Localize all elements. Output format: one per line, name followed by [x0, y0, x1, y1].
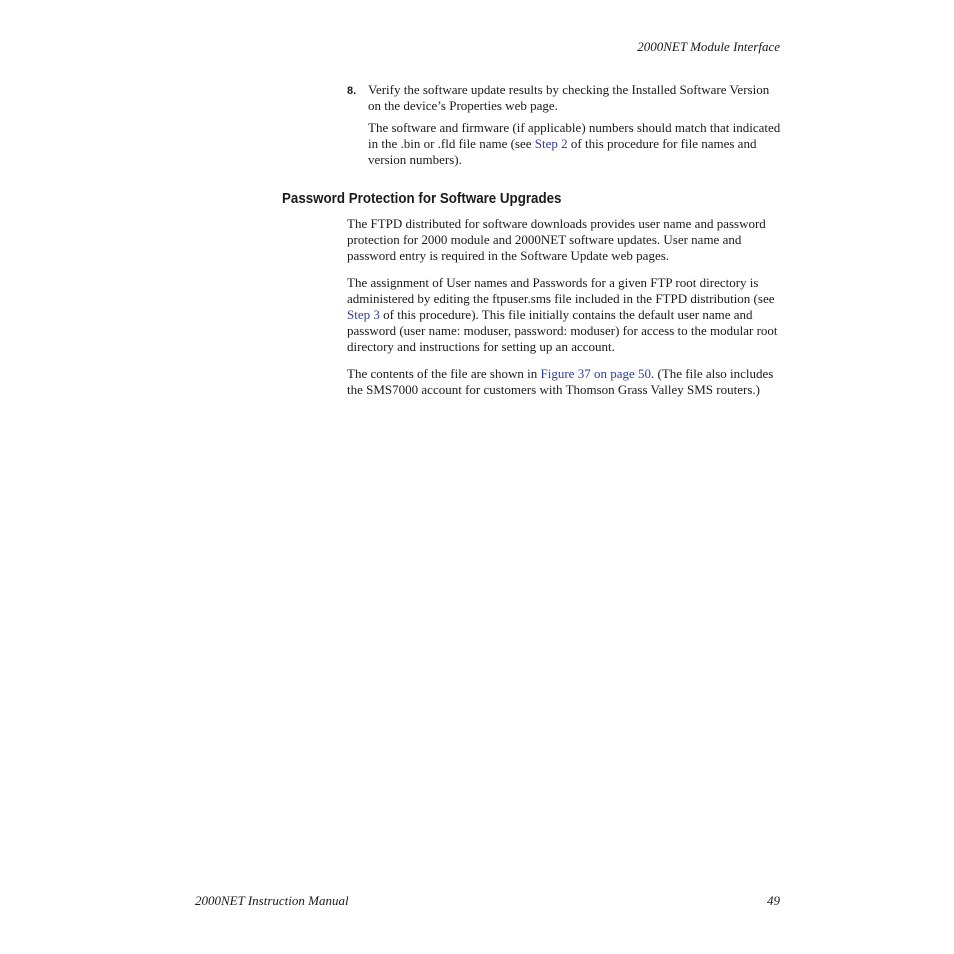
step-number: 8. — [347, 85, 357, 97]
section-heading: Password Protection for Software Upgrades — [282, 191, 562, 207]
step-note-text-end: of this procedure for file names and version numbers). — [368, 136, 757, 167]
step-3-link[interactable]: Step 3 — [347, 307, 380, 322]
paragraph-assignment-text-end: of this procedure). This file initially contains the default user name and password (user name: moduser, password: moduser) for access to the modular root directory and instructions for setting up an account. — [347, 307, 778, 354]
paragraph-ftpd: The FTPD distributed for software downloads provides user name and password protection for 2000 module and 2000NET software updates. User name and password entry is required in the Software Update web pages. — [347, 216, 766, 263]
paragraph-contents-text: The contents of the file are shown in — [347, 366, 541, 381]
page-number: 49 — [767, 893, 780, 908]
step-instruction: Verify the software update results by checking the Installed Software Version on the device’s Properties web page. — [368, 82, 770, 113]
step-text — [368, 82, 783, 168]
step-2-link[interactable]: Step 2 — [534, 136, 568, 151]
footer-manual-title: 2000NET Instruction Manual — [195, 893, 349, 908]
section-body — [347, 216, 783, 409]
figure-37-link[interactable]: Figure 37 on page 50 — [540, 366, 651, 381]
step-note — [368, 120, 783, 168]
step-8 — [347, 82, 783, 174]
step-note-text: The software and firmware (if applicable) numbers should match that indicated in the .bin or .fld file name (see — [368, 120, 781, 151]
paragraph-assignment-text: The assignment of User names and Passwords for a given FTP root directory is administered by editing the ftpuser.sms file included in the FTPD distribution (see — [347, 275, 775, 306]
paragraph-contents — [347, 366, 783, 398]
paragraph-assignment — [347, 275, 783, 355]
paragraph-contents-text-end: . (The file also includes the SMS7000 account for customers with Thomson Grass Valley SMS routers.) — [347, 366, 774, 397]
running-header: 2000NET Module Interface — [637, 39, 780, 54]
